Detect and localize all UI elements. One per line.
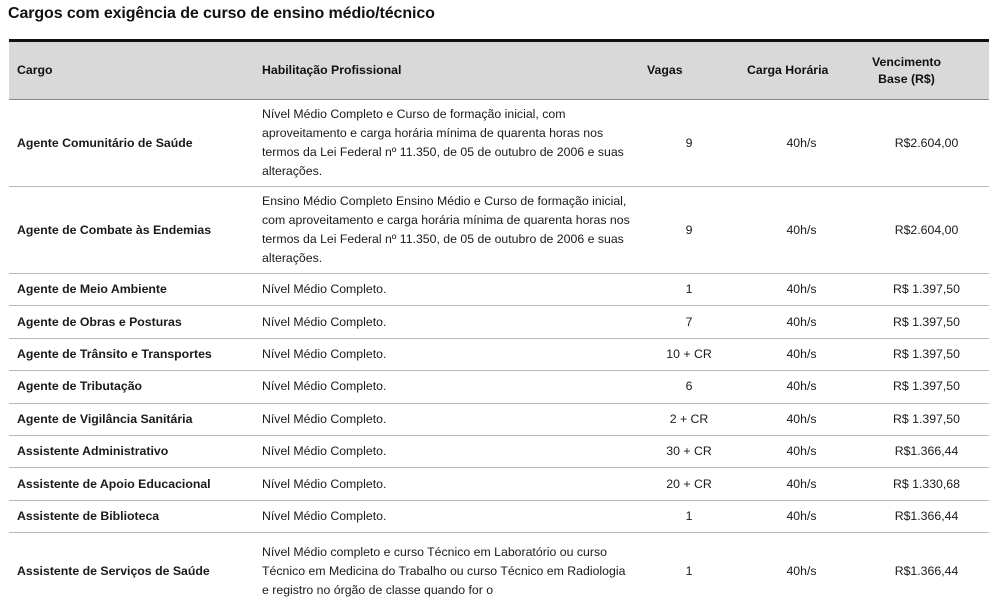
cell-vencimento: R$ 1.330,68: [864, 468, 989, 500]
cell-cargo: Agente de Vigilância Sanitária: [9, 403, 254, 435]
table-row: [9, 403, 989, 435]
cell-vencimento: R$2.604,00: [864, 187, 989, 274]
cell-vagas: 6: [639, 371, 739, 403]
cell-habilitacao: Nível Médio Completo e Curso de formação inicial, com aproveitamento e carga horária mínima de quarenta horas nos termos da Lei Federal nº 11.350, de 05 de outubro de 2006 e suas alterações.: [254, 100, 639, 187]
cell-cargo: Assistente de Biblioteca: [9, 500, 254, 532]
cell-vencimento: R$2.604,00: [864, 100, 989, 187]
cell-cargo: Agente de Meio Ambiente: [9, 274, 254, 306]
cell-habilitacao: Nível Médio Completo.: [254, 468, 639, 500]
cell-habilitacao: Nível Médio Completo.: [254, 371, 639, 403]
header-carga-horaria: Carga Horária: [739, 41, 864, 100]
cell-carga-horaria: 40h/s: [739, 100, 864, 187]
cell-habilitacao: Nível Médio Completo.: [254, 338, 639, 370]
cell-vencimento: R$ 1.397,50: [864, 403, 989, 435]
cell-carga-horaria: 40h/s: [739, 274, 864, 306]
cell-vagas: 7: [639, 306, 739, 338]
cell-carga-horaria: 40h/s: [739, 435, 864, 467]
header-vagas: Vagas: [639, 41, 739, 100]
table-row: [9, 338, 989, 370]
table-row: [9, 274, 989, 306]
cell-vencimento: R$1.366,44: [864, 500, 989, 532]
cell-cargo: Agente Comunitário de Saúde: [9, 100, 254, 187]
page-title: Cargos com exigência de curso de ensino médio/técnico: [8, 5, 435, 22]
cell-carga-horaria: 40h/s: [739, 468, 864, 500]
table-row: [9, 500, 989, 532]
cell-carga-horaria: 40h/s: [739, 403, 864, 435]
cell-vencimento: R$1.366,44: [864, 435, 989, 467]
header-vencimento-line2: Base (R$): [878, 71, 935, 86]
cell-carga-horaria: 40h/s: [739, 187, 864, 274]
cargos-table: [9, 39, 989, 605]
cell-carga-horaria: 40h/s: [786, 563, 817, 578]
cell-vagas: 20 + CR: [639, 468, 739, 500]
cell-vagas: 1: [685, 563, 693, 578]
cell-vagas: 10 + CR: [639, 338, 739, 370]
cell-vagas: 1: [639, 274, 739, 306]
cell-vencimento: R$ 1.397,50: [864, 338, 989, 370]
table-row: [9, 533, 989, 605]
cell-cargo: Agente de Trânsito e Transportes: [9, 338, 254, 370]
table-row: [9, 100, 989, 187]
cell-cargo: Agente de Tributação: [9, 371, 254, 403]
cell-cargo: Assistente de Apoio Educacional: [9, 468, 254, 500]
cell-carga-horaria: 40h/s: [739, 338, 864, 370]
cell-carga-horaria: 40h/s: [739, 371, 864, 403]
cell-habilitacao: Nível Médio completo e curso Técnico em Laboratório ou curso Técnico em Medicina do Trabalho ou curso Técnico em Radiologia e registro no órgão de classe quando for o: [262, 544, 626, 597]
cell-habilitacao: Nível Médio Completo.: [254, 500, 639, 532]
cell-habilitacao: Nível Médio Completo.: [254, 403, 639, 435]
cell-vagas: 9: [639, 100, 739, 187]
cell-habilitacao: Nível Médio Completo.: [254, 435, 639, 467]
cell-vencimento: R$ 1.397,50: [864, 371, 989, 403]
header-vencimento-line1: Vencimento: [872, 54, 942, 69]
cell-habilitacao: Nível Médio Completo.: [254, 306, 639, 338]
table-row: [9, 435, 989, 467]
table-row: [9, 468, 989, 500]
cell-habilitacao: Nível Médio Completo.: [254, 274, 639, 306]
table-row: [9, 371, 989, 403]
cell-vencimento: R$ 1.397,50: [864, 306, 989, 338]
header-cargo: Cargo: [9, 41, 254, 100]
cell-vagas: 30 + CR: [639, 435, 739, 467]
cell-carga-horaria: 40h/s: [739, 500, 864, 532]
cell-vagas: 2 + CR: [639, 403, 739, 435]
cell-carga-horaria: 40h/s: [739, 306, 864, 338]
cell-habilitacao: Ensino Médio Completo Ensino Médio e Curso de formação inicial, com aproveitamento e carga horária mínima de quarenta horas nos termos da Lei Federal nº 11.350, de 05 de outubro de 2006 e suas alterações.: [254, 187, 639, 274]
cell-cargo: Assistente Administrativo: [9, 435, 254, 467]
cell-cargo: Agente de Combate às Endemias: [9, 187, 254, 274]
cell-vagas: 9: [639, 187, 739, 274]
table-row: [9, 187, 989, 274]
cell-cargo: Agente de Obras e Posturas: [9, 306, 254, 338]
header-habilitacao: Habilitação Profissional: [254, 41, 639, 100]
cell-vencimento: R$1.366,44: [894, 563, 959, 578]
table-row: [9, 306, 989, 338]
cell-vagas: 1: [639, 500, 739, 532]
cell-cargo: Assistente de Serviços de Saúde: [17, 563, 210, 578]
header-vencimento: [864, 41, 989, 100]
table-header-row: [9, 41, 989, 100]
cell-vencimento: R$ 1.397,50: [864, 274, 989, 306]
